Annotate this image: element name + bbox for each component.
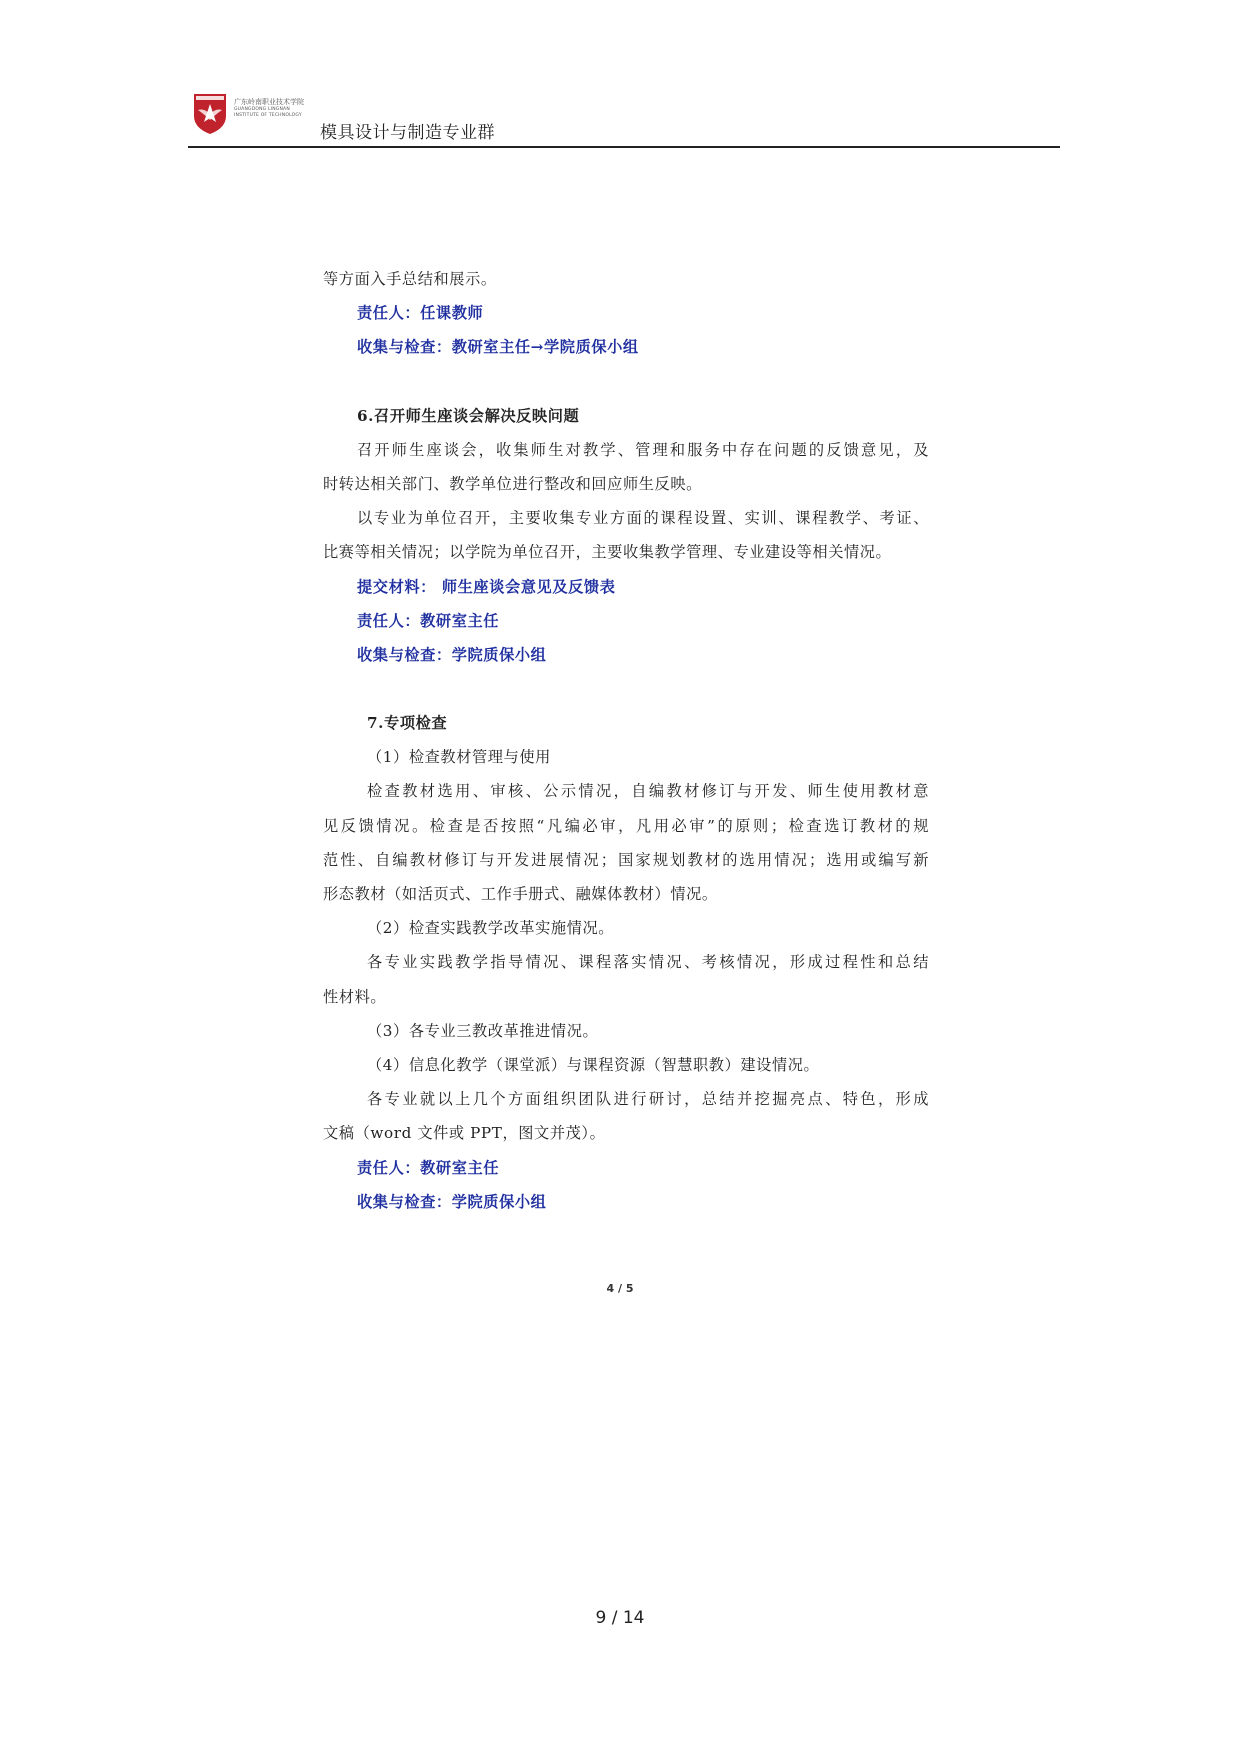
s7-para-line1: 各专业就以上几个方面组织团队进行研讨，总结并挖掘亮点、特色，形成: [367, 1090, 929, 1109]
inner-page-number: 4 / 5: [606, 1282, 634, 1295]
school-name-en-2: INSTITUTE OF TECHNOLOGY: [234, 112, 302, 118]
document-body: [323, 262, 929, 1219]
spacer: [323, 672, 929, 706]
s5-responsible: 责任人：任课教师: [357, 304, 484, 323]
s5-check: 收集与检查：教研室主任→学院质保小组: [357, 338, 639, 357]
s6-responsible: 责任人：教研室主任: [357, 611, 500, 630]
s6-p2-line1: 以专业为单位召开，主要收集专业方面的课程设置、实训、课程教学、考证、: [357, 509, 929, 528]
school-logo-icon: [192, 92, 228, 136]
s7-item2-line1: 各专业实践教学指导情况、课程落实情况、考核情况，形成过程性和总结: [367, 953, 929, 972]
header-title: 模具设计与制造专业群: [320, 123, 495, 143]
page-indicator: 9 / 14: [595, 1608, 645, 1628]
s7-item1-line3: 范性、自编教材修订与开发进展情况；国家规划教材的选用情况；选用或编写新: [323, 850, 929, 869]
s7-item1-line2: 见反馈情况。检查是否按照“凡编必审，凡用必审”的原则；检查选订教材的规: [323, 816, 929, 835]
s7-check: 收集与检查：学院质保小组: [357, 1192, 547, 1211]
s7-title: 7.专项检查: [367, 714, 448, 733]
s7-item2-line2: 性材料。: [323, 987, 387, 1006]
s7-item1: （1）检查教材管理与使用: [367, 748, 551, 767]
s6-p1-line2: 时转达相关部门、教学单位进行整改和回应师生反映。: [323, 474, 702, 493]
s7-item3: （3）各专业三教改革推进情况。: [367, 1021, 599, 1040]
school-name-en-1: GUANGDONG LINGNAN: [234, 107, 290, 112]
s7-item1-line4: 形态教材（如活页式、工作手册式、融媒体教材）情况。: [323, 885, 718, 903]
school-name-cn: 广东岭南职业技术学院: [234, 98, 304, 106]
school-name: [234, 98, 304, 118]
s7-item4: （4）信息化教学（课堂派）与课程资源（智慧职教）建设情况。: [367, 1055, 820, 1074]
page-header: [188, 88, 1060, 148]
s7-item1-line1: 检查教材选用、审核、公示情况，自编教材修订与开发、师生使用教材意: [367, 782, 929, 801]
s7-para-line2: 文稿（word 文件或 PPT，图文并茂）。: [323, 1124, 606, 1143]
s6-check: 收集与检查：学院质保小组: [357, 645, 547, 664]
s7-item2: （2）检查实践教学改革实施情况。: [367, 919, 615, 938]
s6-title: 6.召开师生座谈会解决反映问题: [357, 406, 580, 425]
s7-responsible: 责任人：教研室主任: [357, 1158, 500, 1177]
s6-submit: 提交材料： 师生座谈会意见及反馈表: [357, 577, 616, 596]
spacer: [323, 365, 929, 399]
s5-tail: 等方面入手总结和展示。: [323, 270, 497, 288]
s6-p2-line2: 比赛等相关情况；以学院为单位召开，主要收集教学管理、专业建设等相关情况。: [323, 543, 892, 562]
s6-p1-line1: 召开师生座谈会，收集师生对教学、管理和服务中存在问题的反馈意见，及: [357, 440, 929, 459]
